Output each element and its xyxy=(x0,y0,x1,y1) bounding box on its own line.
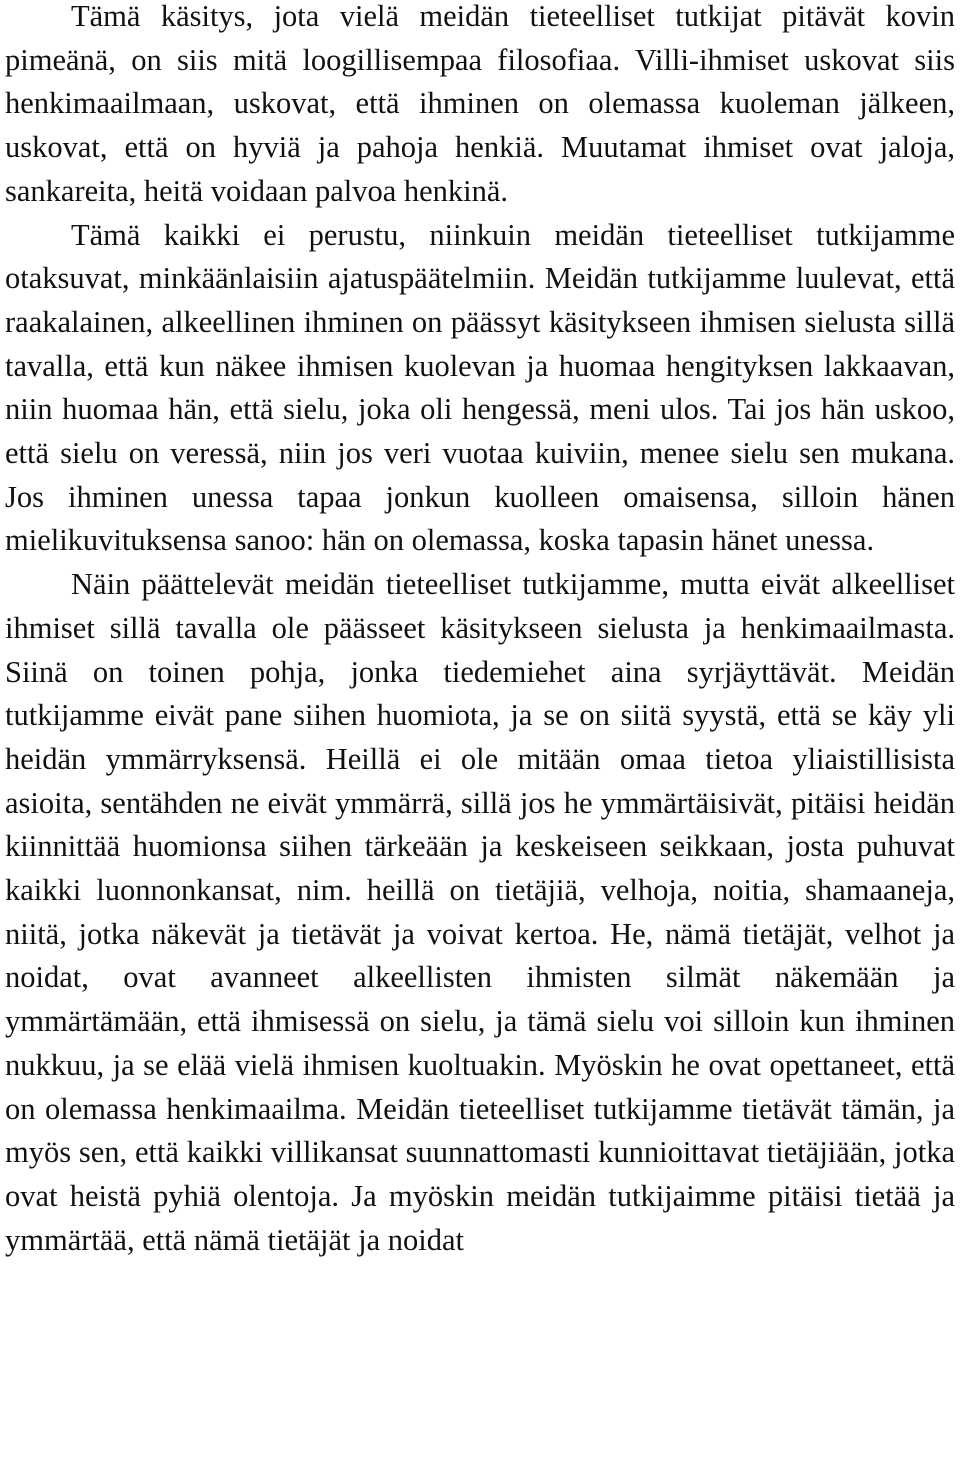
paragraph-1: Tämä käsitys, jota vielä meidän tieteelliset tutkijat pitävät kovin pimeänä, on siis mitä loogillisempaa filosofiaa. Villi-ihmiset uskovat siis henkimaailmaan, uskovat, että ihminen on olemassa kuoleman jälkeen, uskovat, että on hyviä ja pahoja henkiä. Muutamat ihmiset ovat jaloja, sankareita, heitä voidaan palvoa henkinä. xyxy=(5,0,955,208)
paragraph-2: Tämä kaikki ei perustu, niinkuin meidän tieteelliset tutkijamme otaksuvat, minkäänlaisiin ajatuspäätelmiin. Meidän tutkijamme luulevat, että raakalainen, alkeellinen ihminen on päässyt käsitykseen ihmisen sielusta sillä tavalla, että kun näkee ihmisen kuolevan ja huomaa hengityksen lakkaavan, niin huomaa hän, että sielu, joka oli hengessä, meni ulos. Tai jos hän uskoo, että sielu on veressä, niin jos veri vuotaa kuiviin, menee sielu sen mukana. Jos ihminen unessa tapaa jonkun kuolleen omaisensa, silloin hänen mielikuvituksensa sanoo: hän on olemassa, koska tapasin hänet unessa. xyxy=(5,217,955,558)
paragraph-3: Näin päättelevät meidän tieteelliset tutkijamme, mutta eivät alkeelliset ihmiset sillä tavalla ole päässeet käsitykseen sielusta ja henkimaailmasta. Siinä on toinen pohja, jonka tiedemiehet aina syrjäyttävät. Meidän tutkijamme eivät pane siihen huomiota, ja se on siitä syystä, että se käy yli heidän ymmärryksensä. Heillä ei ole mitään omaa tietoa yliaistillisista asioita, sentähden ne eivät ymmärrä, sillä jos he ymmärtäisivät, pitäisi heidän kiinnittää huomionsa siihen tärkeään ja keskeiseen seikkaan, josta puhuvat kaikki luonnonkansat, nim. heillä on tietäjiä, velhoja, noitia, shamaaneja, niitä, jotka näkevät ja tietävät ja voivat kertoa. He, nämä tietäjät, velhot ja noidat, ovat avanneet alkeellisten ihmisten silmät näkemään ja ymmärtämään, että ihmisessä on sielu, ja tämä sielu voi silloin kun ihminen nukkuu, ja se elää vielä ihmisen kuoltuakin. Myöskin he ovat opettaneet, että on olemassa henkimaailma. Meidän tieteelliset tutkijamme tietävät tämän, ja myös sen, että kaikki villikansat suunnattomasti kunnioittavat tietäjiään, jotka ovat heistä pyhiä olentoja. Ja myöskin meidän tutkijaimme pitäisi tietää ja ymmärtää, että nämä tietäjät ja noidat xyxy=(5,567,955,1257)
document-page xyxy=(5,0,955,1467)
